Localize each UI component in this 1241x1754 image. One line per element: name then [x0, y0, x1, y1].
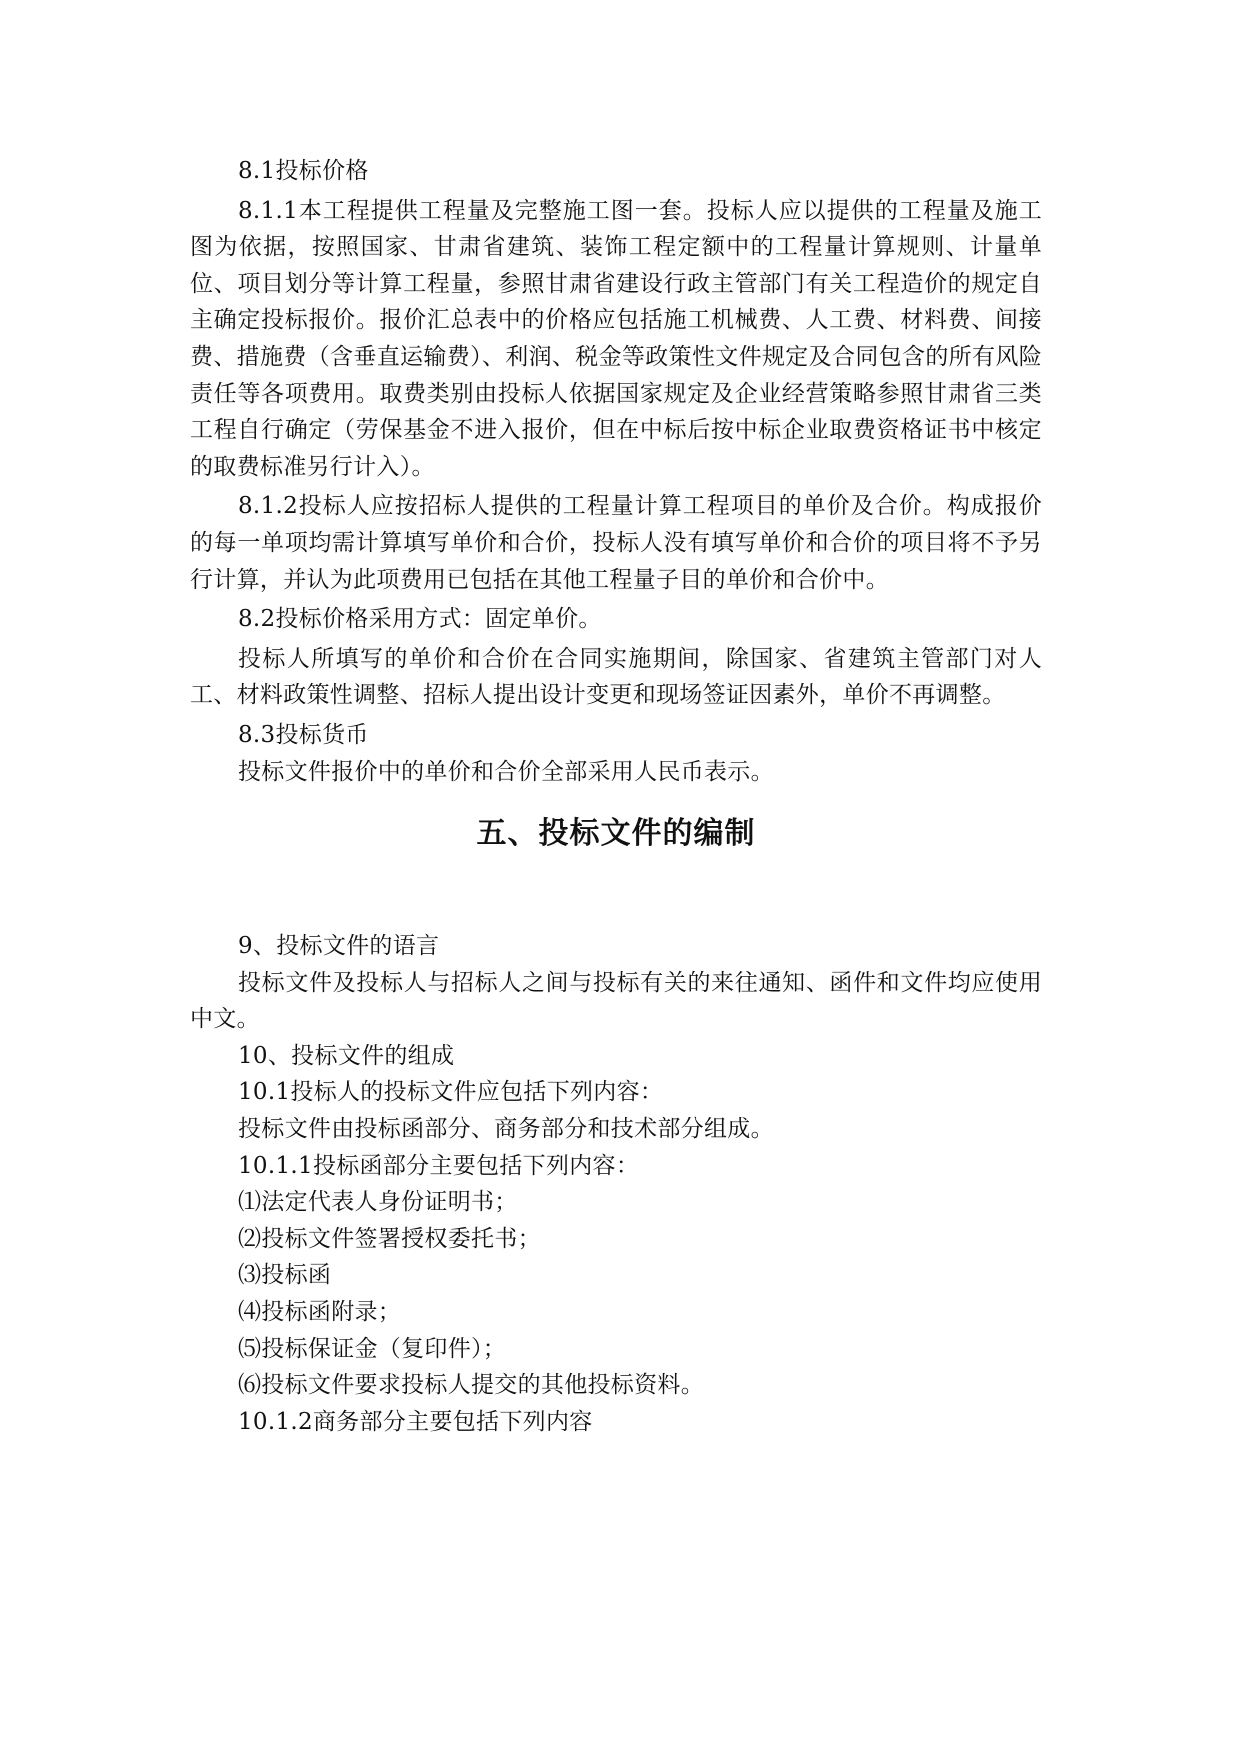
- clause-9-title: 9、投标文件的语言: [238, 933, 440, 960]
- clause-10-1-2-text: 10.1.2商务部分主要包括下列内容: [238, 1408, 593, 1435]
- composition-text: 投标文件由投标函部分、商务部分和技术部分组成。: [238, 1116, 774, 1143]
- list-item: ⑴法定代表人身份证明书；: [238, 1189, 518, 1216]
- language-text: 投标文件及投标人与招标人之间与投标有关的来往通知、函件和文件均应使用中文。: [190, 969, 1042, 1033]
- list-item: ⑸投标保证金（复印件）；: [238, 1335, 507, 1362]
- clause-10-title: 10、投标文件的组成: [238, 1042, 455, 1069]
- currency-text: 投标文件报价中的单价和合价全部采用人民币表示。: [238, 758, 774, 785]
- list-item: ⑵投标文件签署授权委托书；: [238, 1225, 541, 1252]
- clause-10-1-text: 10.1投标人的投标文件应包括下列内容：: [238, 1079, 664, 1106]
- list-item: ⑷投标函附录；: [238, 1299, 402, 1326]
- list-item: ⑹投标文件要求投标人提交的其他投标资料。: [238, 1372, 704, 1399]
- section-heading: 五、投标文件的编制: [476, 816, 756, 852]
- clause-8-1-2-text: 8.1.2投标人应按招标人提供的工程量计算工程项目的单价及合价。构成报价的每一单项均需计算填写单价和合价，投标人没有填写单价和合价的项目将不予另行计算，并认为此项费用已包括在其他工程量子目的单价和合价中。: [190, 493, 1042, 593]
- clause-10-1-1-text: 10.1.1投标函部分主要包括下列内容：: [238, 1152, 640, 1179]
- list-item: ⑶投标函: [238, 1262, 332, 1289]
- clause-8-1-1-text: 8.1.1本工程提供工程量及完整施工图一套。投标人应以提供的工程量及施工图为依据，按照国家、甘肃省建筑、装饰工程定额中的工程量计算规则、计量单位、项目划分等计算工程量，参照甘肃省建设行政主管部门有关工程造价的规定自主确定投标报价。报价汇总表中的价格应包括施工机械费、人工费、材料费、间接费、措施费（含垂直运输费）、利润、税金等政策性文件规定及合同包含的所有风险责任等各项费用。取费类别由投标人依据国家规定及企业经营策略参照甘肃省三类工程自行确定（劳保基金不进入报价，但在中标后按中标企业取费资格证书中核定的取费标准另行计入）。: [190, 197, 1042, 480]
- clause-8-1-title: 8.1投标价格: [238, 158, 369, 184]
- price-adjustment-text: 投标人所填写的单价和合价在合同实施期间，除国家、省建筑主管部门对人工、材料政策性调整、招标人提出设计变更和现场签证因素外，单价不再调整。: [190, 645, 1042, 709]
- clause-8-3-title: 8.3投标货币: [238, 721, 369, 748]
- clause-8-2-text: 8.2投标价格采用方式：固定单价。: [238, 606, 602, 633]
- document-body: [190, 153, 1042, 1440]
